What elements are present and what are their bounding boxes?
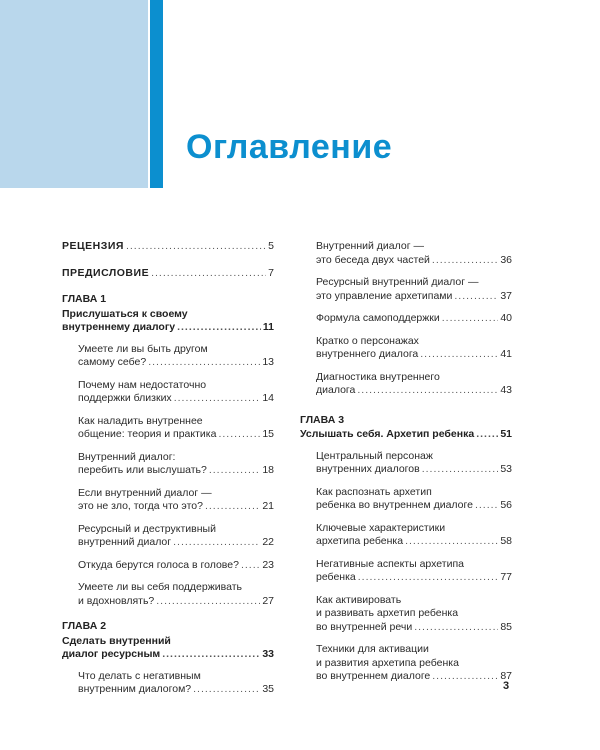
- toc-entry[interactable]: Ключевые характеристики архетипа ребенка ..... 58: [300, 522, 512, 549]
- toc-entry[interactable]: Откуда берутся голоса в голове? ..... 23: [62, 559, 274, 573]
- toc-entry[interactable]: Ресурсный внутренний диалог — это управление архетипами ..... 37: [300, 276, 512, 303]
- toc-entry[interactable]: Негативные аспекты архетипа ребенка ..... 77: [300, 558, 512, 585]
- toc-entry[interactable]: Что делать с негативным внутренним диалогом? ..... 35: [62, 670, 274, 697]
- toc-entry[interactable]: Техники для активации и развития архетипа ребенка во внутреннем диалоге ..... 87: [300, 643, 512, 684]
- toc-entry[interactable]: Центральный персонаж внутренних диалогов ..... 53: [300, 450, 512, 477]
- toc-entry[interactable]: Ресурсный и деструктивный внутренний диалог ..... 22: [62, 523, 274, 550]
- chapter-3-label: ГЛАВА 3: [300, 413, 345, 426]
- toc-entry[interactable]: Как распознать архетип ребенка во внутреннем диалоге ..... 56: [300, 486, 512, 513]
- toc-entry[interactable]: Умеете ли вы себя поддерживать и вдохновлять? ..... 27: [62, 581, 274, 608]
- toc-entry-chapter-1[interactable]: Прислушаться к своему внутреннему диалогу ..... 11: [62, 308, 274, 335]
- accent-bar: [150, 0, 163, 188]
- toc-entry-chapter-3[interactable]: Услышать себя. Архетип ребенка ..... 51: [300, 428, 512, 442]
- toc-entry[interactable]: Умеете ли вы быть другом самому себе? ..... 13: [62, 343, 274, 370]
- toc-entry[interactable]: Почему нам недостаточно поддержки близких ..... 14: [62, 379, 274, 406]
- accent-block: [0, 0, 148, 188]
- toc-entry[interactable]: Диагностика внутреннего диалога ..... 43: [300, 371, 512, 398]
- toc-entry-review[interactable]: РЕЦЕНЗИЯ ..... 5: [62, 240, 274, 254]
- toc-entry-preface[interactable]: ПРЕДИСЛОВИЕ ..... 7: [62, 267, 274, 281]
- toc-entry[interactable]: Как активировать и развивать архетип ребенка во внутренней речи ..... 85: [300, 594, 512, 635]
- toc-entry[interactable]: Как наладить внутреннее общение: теория и практика ..... 15: [62, 415, 274, 442]
- toc-entry[interactable]: Формула самоподдержки ..... 40: [300, 312, 512, 326]
- toc-entry[interactable]: Внутренний диалог: перебить или выслушать? ..... 18: [62, 451, 274, 478]
- toc-entry-chapter-2[interactable]: Сделать внутренний диалог ресурсным ..... 33: [62, 635, 274, 662]
- toc-entry[interactable]: Внутренний диалог — это беседа двух частей ..... 36: [300, 240, 512, 267]
- toc-entry[interactable]: Кратко о персонажах внутреннего диалога ..... 41: [300, 335, 512, 362]
- chapter-2-label: ГЛАВА 2: [62, 620, 107, 632]
- page-number: 3: [503, 680, 510, 692]
- page-title: Оглавление: [186, 128, 393, 166]
- toc-left-column: [62, 240, 274, 706]
- toc-right-column: [300, 240, 512, 693]
- toc-entry[interactable]: Если внутренний диалог — это не зло, тогда что это? ..... 21: [62, 487, 274, 514]
- chapter-1-label: ГЛАВА 1: [62, 293, 107, 305]
